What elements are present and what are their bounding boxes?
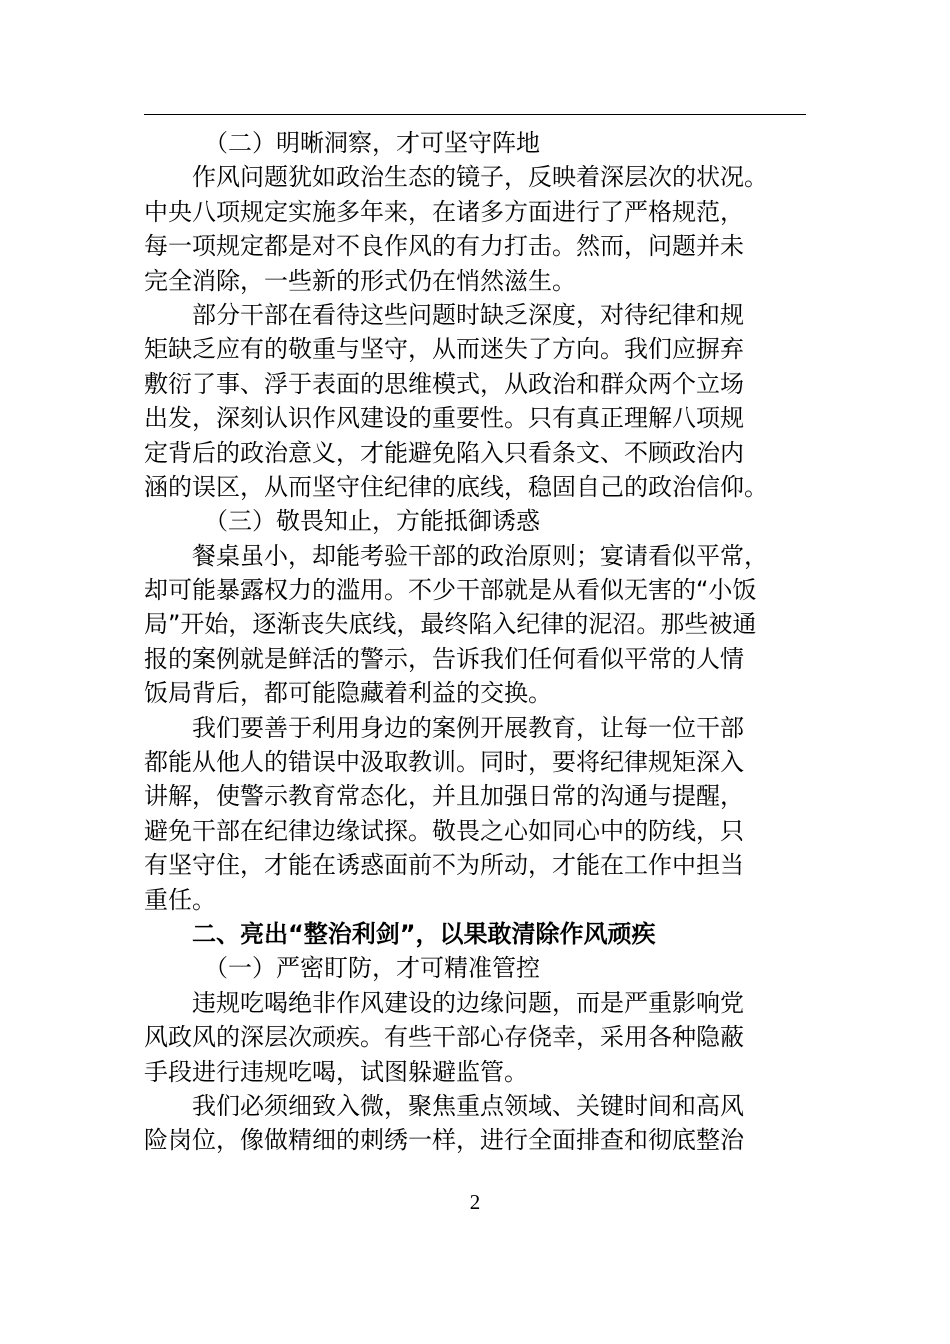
paragraph-line: 讲解，使警示教育常态化，并且加强日常的沟通与提醒， xyxy=(144,782,744,811)
paragraph-line: 有坚守住，才能在诱惑面前不为所动，才能在工作中担当 xyxy=(144,851,744,880)
section-heading: 二、亮出“整治利剑”，以果敢清除作风顽疾 xyxy=(192,919,656,948)
paragraph-line: 每一项规定都是对不良作风的有力打击。然而，问题并未 xyxy=(144,232,744,261)
page-number: 2 xyxy=(469,1190,481,1214)
paragraph-line: 矩缺乏应有的敬重与坚守，从而迷失了方向。我们应摒弃 xyxy=(144,335,744,364)
paragraph-line: 完全消除，一些新的形式仍在悄然滋生。 xyxy=(144,266,576,295)
paragraph-line: 中央八项规定实施多年来，在诸多方面进行了严格规范， xyxy=(144,197,744,226)
paragraph-line: 作风问题犹如政治生态的镜子，反映着深层次的状况。 xyxy=(192,163,768,192)
section-subheading: （三）敬畏知止，方能抵御诱惑 xyxy=(204,507,540,536)
paragraph-line: 出发，深刻认识作风建设的重要性。只有真正理解八项规 xyxy=(144,404,744,433)
paragraph-line: 我们必须细致入微，聚焦重点领域、关键时间和高风 xyxy=(192,1091,744,1120)
section-subheading: （一）严密盯防，才可精准管控 xyxy=(204,954,540,983)
paragraph-line: 避免干部在纪律边缘试探。敬畏之心如同心中的防线，只 xyxy=(144,816,744,845)
paragraph-line: 险岗位，像做精细的刺绣一样，进行全面排查和彻底整治 xyxy=(144,1126,744,1155)
paragraph-line: 手段进行违规吃喝，试图躲避监管。 xyxy=(144,1057,528,1086)
paragraph-line: 局”开始，逐渐丧失底线，最终陷入纪律的泥沼。那些被通 xyxy=(144,610,757,639)
paragraph-line: 敷衍了事、浮于表面的思维模式，从政治和群众两个立场 xyxy=(144,369,744,398)
paragraph-line: 却可能暴露权力的滥用。不少干部就是从看似无害的“小饭 xyxy=(144,576,757,605)
paragraph-line: 餐桌虽小，却能考验干部的政治原则；宴请看似平常， xyxy=(192,541,768,570)
paragraph-line: 都能从他人的错误中汲取教训。同时，要将纪律规矩深入 xyxy=(144,748,744,777)
paragraph-line: 重任。 xyxy=(144,885,216,914)
paragraph-line: 违规吃喝绝非作风建设的边缘问题，而是严重影响党 xyxy=(192,988,744,1017)
document-body xyxy=(144,126,808,1158)
paragraph-line: 涵的误区，从而坚守住纪律的底线，稳固自己的政治信仰。 xyxy=(144,472,768,501)
paragraph-line: 我们要善于利用身边的案例开展教育，让每一位干部 xyxy=(192,713,744,742)
header-rule xyxy=(144,114,806,115)
paragraph-line: 定背后的政治意义，才能避免陷入只看条文、不顾政治内 xyxy=(144,438,744,467)
paragraph-line: 风政风的深层次顽疾。有些干部心存侥幸，采用各种隐蔽 xyxy=(144,1023,744,1052)
section-subheading: （二）明晰洞察，才可坚守阵地 xyxy=(204,129,540,157)
paragraph-line: 饭局背后，都可能隐藏着利益的交换。 xyxy=(144,679,552,708)
paragraph-line: 部分干部在看待这些问题时缺乏深度，对待纪律和规 xyxy=(192,300,744,329)
paragraph-line: 报的案例就是鲜活的警示，告诉我们任何看似平常的人情 xyxy=(144,644,744,673)
